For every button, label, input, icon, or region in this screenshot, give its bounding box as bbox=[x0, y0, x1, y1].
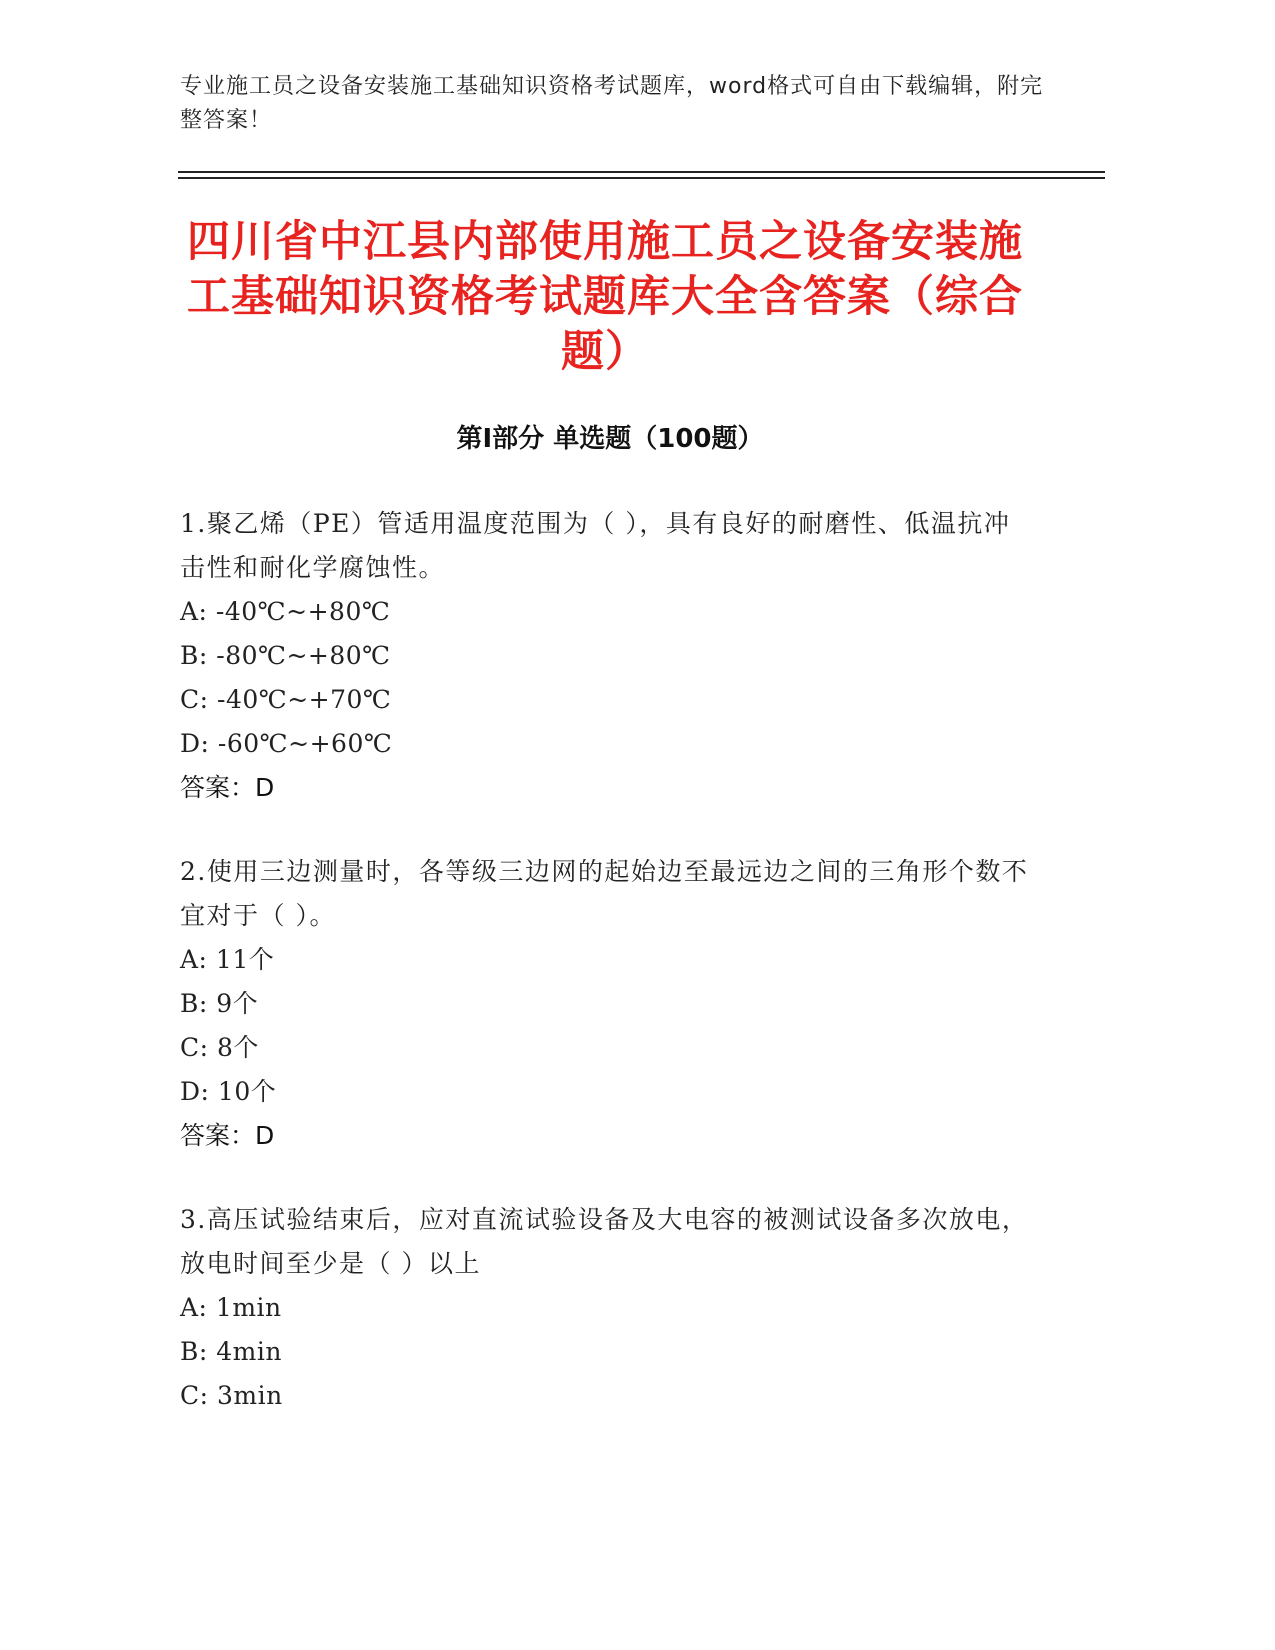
question-stem: 2.使用三边测量时，各等级三边网的起始边至最远边之间的三角形个数不宜对于（ ）。 bbox=[180, 857, 1029, 930]
question-stem: 1.聚乙烯（PE）管适用温度范围为（ ），具有良好的耐磨性、低温抗冲击性和耐化学腐蚀性。 bbox=[180, 509, 1011, 582]
header-note: 专业施工员之设备安装施工基础知识资格考试题库，word格式可自由下载编辑，附完整答案！ bbox=[180, 74, 1044, 133]
answer-label: 答案：D bbox=[180, 773, 275, 802]
option-c: C: 3min bbox=[180, 1381, 283, 1410]
question-stem: 3.高压试验结束后，应对直流试验设备及大电容的被测试设备多次放电，放电时间至少是（ ）以上 bbox=[180, 1205, 1029, 1278]
option-c: C: 8个 bbox=[180, 1033, 259, 1062]
option-d: D: -60℃~+60℃ bbox=[180, 729, 393, 758]
question-2 bbox=[180, 850, 1030, 1158]
section-title: 第Ⅰ部分 单选题（100题） bbox=[456, 424, 764, 454]
option-c: C: -40℃~+70℃ bbox=[180, 685, 392, 714]
document-title: 四川省中江县内部使用施工员之设备安装施工基础知识资格考试题库大全含答案（综合题） bbox=[187, 217, 1023, 377]
option-b: B: -80℃~+80℃ bbox=[180, 641, 391, 670]
answer-label: 答案：D bbox=[180, 1121, 275, 1150]
header-divider-bottom bbox=[178, 177, 1105, 179]
question-3 bbox=[180, 1198, 1030, 1418]
option-a: A: -40℃~+80℃ bbox=[180, 597, 391, 626]
option-a: A: 11个 bbox=[180, 945, 275, 974]
question-1 bbox=[180, 502, 1030, 810]
question-list bbox=[180, 502, 1030, 1458]
option-a: A: 1min bbox=[180, 1293, 282, 1322]
option-b: B: 9个 bbox=[180, 989, 259, 1018]
option-b: B: 4min bbox=[180, 1337, 282, 1366]
header-divider-top bbox=[178, 171, 1105, 173]
option-d: D: 10个 bbox=[180, 1077, 277, 1106]
